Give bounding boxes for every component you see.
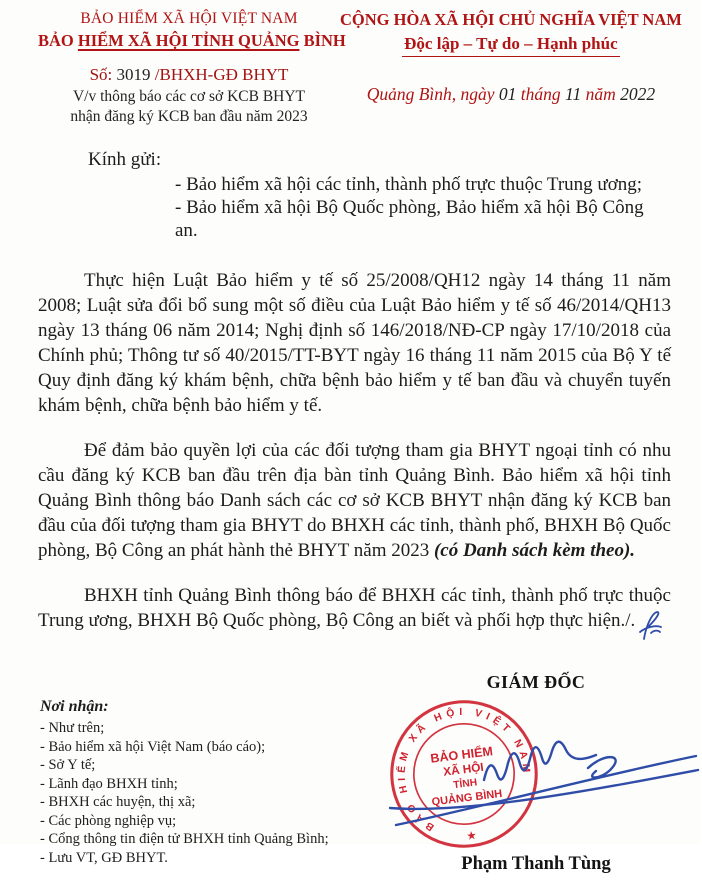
issuing-org-block bbox=[38, 10, 346, 127]
noi-nhan-item: - Lãnh đạo BHXH tỉnh; bbox=[40, 775, 178, 792]
doc-subject-line2: nhận đăng ký KCB ban đầu năm 2023 bbox=[70, 108, 308, 126]
doc-subject-line1: V/v thông báo các cơ sở KCB BHYT bbox=[72, 88, 306, 105]
noi-nhan-item: - Sở Y tế; bbox=[40, 757, 96, 774]
body-paragraph-1: Thực hiện Luật Bảo hiểm y tế số 25/2008/QH12 ngày 14 tháng 11 năm 2008; Luật sửa đổi bổ sung một số điều của Luật Bảo hiểm y tế số 46/2014/QH13 ngày 13 tháng 06 năm 2014; Nghị định số 146/2018/NĐ-CP ngày 17/10/2018 của Chính phủ; Thông tư số 40/2015/TT-BYT ngày 16 tháng 11 năm 2015 của Bộ Y tế Quy định đăng ký khám bệnh, chữa bệnh bảo hiểm y tế ban đầu và chuyển tuyến khám bệnh, chữa bệnh bảo hiểm y tế. bbox=[38, 270, 671, 417]
footer bbox=[38, 672, 671, 894]
doc-subject bbox=[38, 87, 340, 127]
doc-number-suffix: /BHXH-GĐ BHYT bbox=[154, 65, 289, 84]
noi-nhan-item: - Lưu VT, GĐ BHYT. bbox=[40, 849, 168, 866]
national-motto: Độc lập – Tự do – Hạnh phúc bbox=[402, 33, 619, 57]
stamp-ring-text: BẢO HIỂM XÃ HỘI VIỆT NAM bbox=[396, 707, 532, 833]
signer-name: Phạm Thanh Tùng bbox=[461, 854, 611, 875]
salutation-recipients bbox=[175, 173, 671, 242]
org-name-pre: BẢO bbox=[38, 31, 78, 50]
document-body bbox=[38, 268, 671, 642]
body-paragraph-2-main: Để đảm bảo quyền lợi của các đối tượng tham gia BHYT ngoại tỉnh có nhu cầu đăng ký KCB ban đầu trên địa bàn tỉnh Quảng Bình. Bảo hiểm xã hội tỉnh Quảng Bình thông báo Danh sách các cơ sở KCB BHYT nhận đăng ký KCB ban đầu của đối tượng tham gia BHYT do BHXH các tỉnh, thành phố, BHXH Bộ Quốc phòng, Bộ Công an phát hành thẻ BHYT năm 2023 bbox=[38, 440, 671, 562]
body-paragraph-2 bbox=[38, 438, 671, 563]
signature-ink bbox=[388, 728, 702, 844]
body-paragraph-3-text: BHXH tỉnh Quảng Bình thông báo để BHXH các tỉnh, thành phố trực thuộc Trung ương, BHXH Bộ Quốc phòng, Bộ Công an biết và phối hợp thực hiện./. bbox=[38, 585, 671, 632]
noi-nhan-item: - BHXH các huyện, thị xã; bbox=[40, 794, 196, 811]
body-paragraph-3 bbox=[38, 583, 671, 642]
stamp-star-icon: ★ bbox=[466, 830, 477, 843]
national-title: CỘNG HÒA XÃ HỘI CHỦ NGHĨA VIỆT NAM bbox=[340, 10, 682, 29]
noi-nhan-item: - Cổng thông tin điện tử BHXH tỉnh Quảng Bình; bbox=[40, 831, 329, 848]
org-name bbox=[38, 31, 346, 51]
noi-nhan-label: Nơi nhận: bbox=[40, 698, 109, 716]
date-year: 2022 bbox=[620, 84, 656, 104]
date-day: 01 bbox=[498, 84, 517, 104]
noi-nhan-item: - Các phòng nghiệp vụ; bbox=[40, 812, 177, 829]
stamp-center-line2: XÃ HỘI bbox=[442, 761, 485, 779]
stamp-center-line1: BẢO HIỂM bbox=[429, 744, 494, 766]
recipient-line: - Bảo hiểm xã hội các tỉnh, thành phố trực thuộc Trung ương; bbox=[175, 174, 643, 196]
signer-title: GIÁM ĐỐC bbox=[486, 672, 586, 693]
signature-block bbox=[383, 672, 689, 693]
date-month-label: tháng bbox=[520, 84, 561, 104]
date-line bbox=[340, 84, 682, 105]
org-name-underlined: HIỂM XÃ HỘI TỈNH QUẢNG bbox=[77, 31, 300, 50]
org-parent-name: BẢO HIỂM XÃ HỘI VIỆT NAM bbox=[80, 10, 298, 27]
org-name-post: BÌNH bbox=[299, 31, 346, 50]
salutation-label: Kính gửi: bbox=[88, 149, 162, 171]
paraph-initials-ink bbox=[637, 608, 663, 642]
noi-nhan-item: - Bảo hiểm xã hội Việt Nam (báo cáo); bbox=[40, 738, 266, 755]
date-month: 11 bbox=[565, 84, 582, 104]
noi-nhan-block bbox=[40, 698, 380, 867]
recipient-line: - Bảo hiểm xã hội Bộ Quốc phòng, Bảo hiểm xã hội Bộ Công an. bbox=[175, 197, 644, 242]
date-year-label: năm bbox=[585, 84, 616, 104]
national-header-block bbox=[340, 10, 682, 127]
date-place: Quảng Bình, ngày bbox=[366, 84, 495, 104]
stamp-center-line4: QUẢNG BÌNH bbox=[431, 788, 503, 809]
doc-number-line bbox=[38, 65, 340, 85]
noi-nhan-list bbox=[40, 719, 380, 867]
doc-number-label: Số: bbox=[89, 65, 113, 84]
body-paragraph-2-emphasis: (có Danh sách kèm theo). bbox=[433, 540, 636, 562]
stamp-center-line3: TỈNH bbox=[452, 777, 478, 792]
noi-nhan-item: - Như trên; bbox=[40, 720, 105, 737]
doc-number-value: 3019 bbox=[116, 65, 151, 84]
letterhead bbox=[38, 10, 682, 127]
